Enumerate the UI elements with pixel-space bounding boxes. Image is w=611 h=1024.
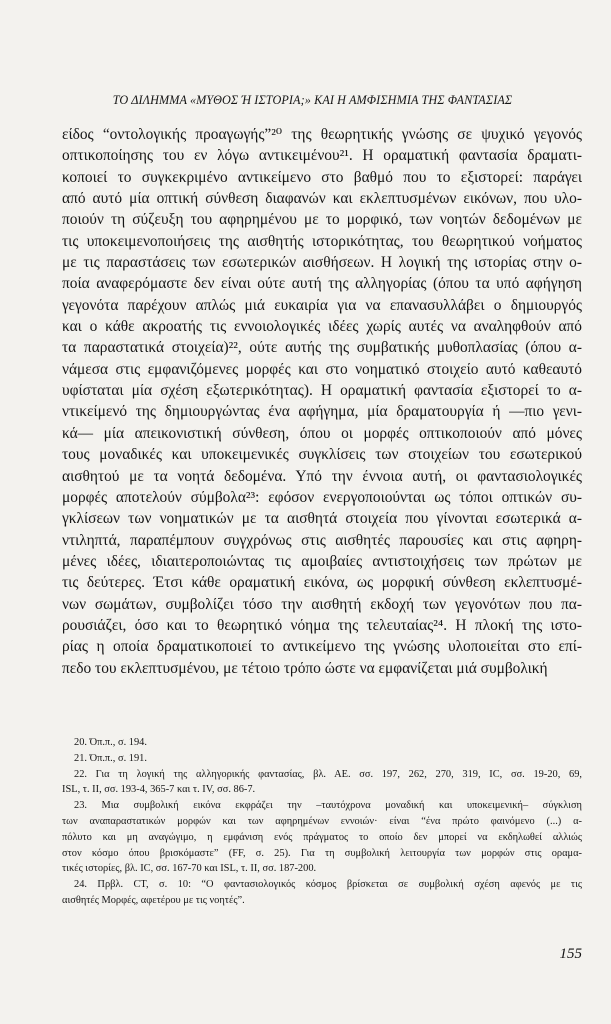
footnote-line: στον κόσμο όπου βρισκόμαστε” (FF, σ. 25). Για τη συμβολική λειτουργία των μορφών στις οραμα- — [62, 847, 582, 859]
body-line: πεδο του εκλεπτυσμένου, με τέτοιο τρόπο ώστε να εμφανίζεται μιά συμβολική — [62, 659, 548, 677]
body-line: οπτικοποίησης του εν λόγω αντικειμένου²¹. Η οραματική φαντασία δραματι- — [62, 147, 582, 165]
body-line: γκλίσεων των νοηματικών με τα αισθητά στοιχεία που γίνονται εσωτερικά α- — [62, 510, 582, 528]
body-line: από αυτό μία οπτική σύνθεση διαφανών και εκλεπτυσμένων εικόνων, που υλο- — [62, 190, 582, 208]
footnote-line: πόλυτο και μη αναγώγιμο, η εμφάνιση ενός πράγματος το οποίο δεν μπορεί να εκδηλωθεί αλλιώς — [62, 831, 582, 843]
body-line: ρίας η οποία δραματικοποιεί το αντικείμενο της γνώσης υλοποιείται στο επί- — [62, 638, 582, 656]
body-line: αισθητού με τα νοητά δεδομένα. Υπό την έννοια αυτή, οι φαντασιολογικές — [62, 467, 582, 485]
body-line: μένες ιδέες, ιδιαιτεροποιώντας τις αμοιβαίες αντιστοιχήσεις των πρώτων με — [62, 552, 582, 570]
footnote-line: 23. Μια συμβολική εικόνα εκφράζει την –ταυτόχρονα μοναδική και υποκειμενική– σύγκλιση — [74, 800, 582, 812]
body-line: τις υποκειμενοποιήσεις της αισθητής ιστορικότητας, του θεωρητικού νοήματος — [62, 232, 582, 250]
footnote-line: των αναπαραστατικών μορφών και των αφηρημένων εννοιών· είναι “ένα πρώτο φαινόμενο (...) α- — [62, 815, 582, 827]
running-header: ΤΟ ΔΙΛΗΜΜΑ «ΜΥΘΟΣ Ή ΙΣΤΟΡΙΑ;» ΚΑΙ Η ΑΜΦΙΣΗΜΙΑ ΤΗΣ ΦΑΝΤΑΣΙΑΣ — [112, 93, 513, 107]
body-line: είδος “οντολογικής προαγωγής”²⁰ της θεωρητικής γνώσης σε ψυχικό γεγονός — [62, 126, 582, 143]
footnote — [62, 798, 582, 877]
body-text — [62, 124, 582, 679]
body-line: μορφές αποτελούν σύμβολα²³: εφόσον ενεργοποιούνται ως τόποι οπτικών συ- — [62, 488, 582, 506]
body-line: κά— μία απεικονιστική σύνθεση, όπου οι μορφές οπτικοποιούν από μόνες — [62, 424, 582, 442]
page-number: 155 — [559, 946, 582, 962]
body-line: και ο κάθε ακροατής τις εννοιολογικές ιδέες χωρίς αυτές να αναληφθούν από — [62, 318, 582, 336]
footnote-line: τικές ιστορίες, βλ. IC, σσ. 167-70 και ISL, τ. ΙΙ, σσ. 187-200. — [62, 863, 317, 875]
body-line: νων σωμάτων, συμβολίζει τόσο την αισθητή εκδοχή των γεγονότων που πα- — [62, 595, 582, 613]
body-line: τους μοναδικές και υποκειμενικές συγκλίσεις των στοιχείων του εσωτερικού — [62, 446, 582, 464]
footnotes — [62, 735, 582, 909]
body-line: υφίσταται μία σχέση εξωτερικότητας). Η οραματική φαντασία εξιστορεί το α- — [62, 382, 582, 400]
body-line: τις δεύτερες. Έτσι κάθε οραματική εικόνα, ως μορφική σύνθεση εκλεπτυσμέ- — [62, 574, 582, 592]
footnote — [62, 735, 582, 751]
body-line: γεγονότα παρέχουν απλώς μιά ευκαιρία για να επανασυλλάβει ο δημιουργός — [62, 296, 582, 314]
footnote-line: 22. Για τη λογική της αλληγορικής φαντασίας, βλ. ΑΕ. σσ. 197, 262, 270, 319, IC, σσ. 19-20, 69, — [74, 768, 582, 780]
footnote-line: αισθητές Μορφές, αφετέρου με τις νοητές”. — [62, 894, 245, 906]
footnote — [62, 751, 582, 767]
footnote-line: 20. Όπ.π., σ. 194. — [74, 737, 147, 748]
body-line: ποιούν τη σύζευξη του αφηρημένου με το μορφικό, των νοητών δεδομένων με — [62, 211, 582, 229]
body-line: ντικείμενό της δημιουργώντας ένα αφήγημα, μία δραματουργία ή —πιο γενι- — [62, 403, 582, 421]
body-line: νάμεσα στις εμφανιζόμενες μορφές και στο νοηματικό στοιχείο αυτό καθεαυτό — [62, 360, 582, 378]
body-line: ντιληπτά, παραπέμπουν συγχρόνως στις αισθητές παρουσίες και στις αφηρη- — [62, 531, 582, 549]
footnote-line: 24. Πρβλ. CT, σ. 10: “Ο φαντασιολογικός κόσμος βρίσκεται σε συμβολική σχέση αφενός με τις — [74, 879, 582, 891]
body-line: τα παραστατικά στοιχεία)²², ούτε αυτής της συμβατικής μυθοπλασίας (όπου α- — [62, 339, 582, 357]
body-line: ποία αναφερόμαστε δεν είναι ούτε αυτή της αλληγορίας (όπου τα υπό αφήγηση — [62, 275, 582, 293]
footnote — [62, 767, 582, 799]
footnote-line: ISL, τ. ΙΙ, σσ. 193-4, 365-7 και τ. IV, σσ. 86-7. — [62, 784, 256, 796]
body-line: ρουσιάζει, όσο και το θεωρητικό νόημα της τελευταίας²⁴. Η πλοκή της ιστο- — [62, 616, 582, 634]
footnote — [62, 877, 582, 909]
body-line: με τις παραστάσεις των εσωτερικών αισθήσεων. Η λογική της ιστορίας στην ο- — [62, 254, 582, 272]
body-line: κοποιεί το συγκεκριμένο αντικείμενο στο βαθμό που το εξιστορεί: παράγει — [62, 168, 582, 186]
footnote-line: 21. Όπ.π., σ. 191. — [74, 752, 147, 764]
